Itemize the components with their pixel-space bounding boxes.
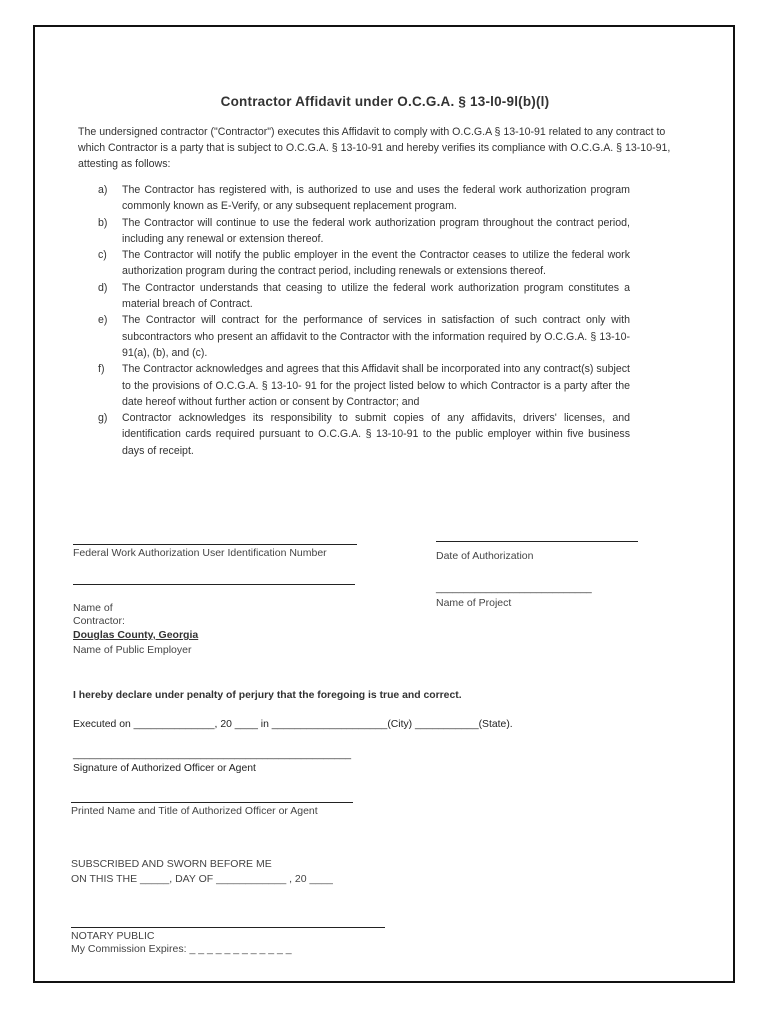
project-name-blank[interactable]: ____________________________ — [436, 583, 592, 594]
sworn-line-1: SUBSCRIBED AND SWORN BEFORE ME — [71, 858, 272, 870]
document-title: Contractor Affidavit under O.C.G.A. § 13-l0-9l(b)(l) — [220, 94, 550, 109]
clause-text: The Contractor understands that ceasing to utilize the federal work authorization program constitutes a material breach of Contract. — [122, 281, 630, 311]
contractor-label-line2: Contractor: — [73, 615, 125, 627]
clause-text: Contractor acknowledges its responsibility to submit copies of any affidavits, drivers' licenses, and identification cards required pursuant to O.C.G.A. § 13-10-91 to the public employer within five business days of receipt. — [122, 412, 630, 457]
federal-id-label: Federal Work Authorization User Identification Number — [73, 547, 327, 559]
commission-expires-label[interactable]: My Commission Expires: _ _ _ _ _ _ _ _ _ _ _ _ — [71, 943, 292, 955]
clause-label: d) — [98, 281, 108, 294]
clause-a — [78, 182, 630, 215]
printed-name-label: Printed Name and Title of Authorized Officer or Agent — [71, 805, 318, 817]
intro-paragraph: The undersigned contractor ("Contractor") executes this Affidavit to comply with O.C.G.A § 13-10-91 related to any contract to which Contractor is a party that is subject to O.C.G.A. § 13-10-91 and hereby verifies its compliance with O.C.G.A. § 13-10-91, attesting as follows: — [78, 126, 671, 170]
sworn-line-2[interactable]: ON THIS THE _____, DAY OF ____________ , 20 ____ — [71, 873, 333, 885]
public-employer-label: Name of Public Employer — [73, 644, 192, 656]
clause-label: e) — [98, 314, 108, 327]
notary-signature-line[interactable] — [71, 927, 385, 928]
clause-text: The Contractor will notify the public employer in the event the Contractor ceases to utilize the federal work authorization program during the contract period, including renewals or extensions thereof. — [122, 249, 630, 278]
federal-id-line[interactable] — [73, 544, 357, 545]
signature-label: Signature of Authorized Officer or Agent — [73, 763, 256, 774]
project-name-label: Name of Project — [436, 597, 512, 609]
clause-g — [78, 410, 630, 459]
clause-label: a) — [98, 184, 108, 196]
clause-text: The Contractor will contract for the performance of services in satisfaction of such contract only with subcontractors who present an affidavit to the Contractor with the information required by O.C.G.A. § 13-10-91(a), (b), and (c). — [122, 314, 630, 359]
public-employer-value: Douglas County, Georgia — [73, 629, 199, 641]
executed-on-line[interactable]: Executed on ______________, 20 ____ in ____________________(City) ___________(State). — [73, 719, 513, 730]
signature-blank[interactable]: __________________________________________________ — [73, 749, 352, 760]
clause-text: The Contractor will continue to use the federal work authorization program throughout the contract period, including any renewal or extension thereof. — [122, 216, 630, 245]
clause-text: The Contractor has registered with, is authorized to use and uses the federal work authorization program commonly known as E-Verify, or any subsequent replacement program. — [122, 184, 630, 213]
notary-public-label: NOTARY PUBLIC — [71, 930, 155, 942]
clause-label: g) — [98, 412, 108, 425]
printed-name-line[interactable] — [71, 802, 353, 803]
date-authorization-label: Date of Authorization — [436, 550, 534, 562]
declaration: I hereby declare under penalty of perjury that the foregoing is true and correct. — [73, 690, 462, 701]
contractor-name-line[interactable] — [73, 584, 355, 585]
clause-c — [78, 247, 630, 280]
clause-b — [78, 215, 630, 248]
date-authorization-line[interactable] — [436, 541, 638, 542]
clause-text: The Contractor acknowledges and agrees that this Affidavit shall be incorporated into any contract(s) subject to the provisions of O.C.G.A. § 13-10- 91 for the project listed below to which Contractor is a party after the date hereof without further action or consent by Contractor; and — [122, 363, 630, 408]
clause-label: b) — [98, 216, 108, 229]
clause-d — [78, 280, 630, 313]
contractor-label-line1: Name of — [73, 602, 113, 614]
clause-label: c) — [98, 249, 107, 262]
clause-f — [78, 361, 630, 410]
clause-label: f) — [98, 363, 105, 376]
clause-e — [78, 312, 630, 361]
clause-list — [78, 182, 630, 459]
